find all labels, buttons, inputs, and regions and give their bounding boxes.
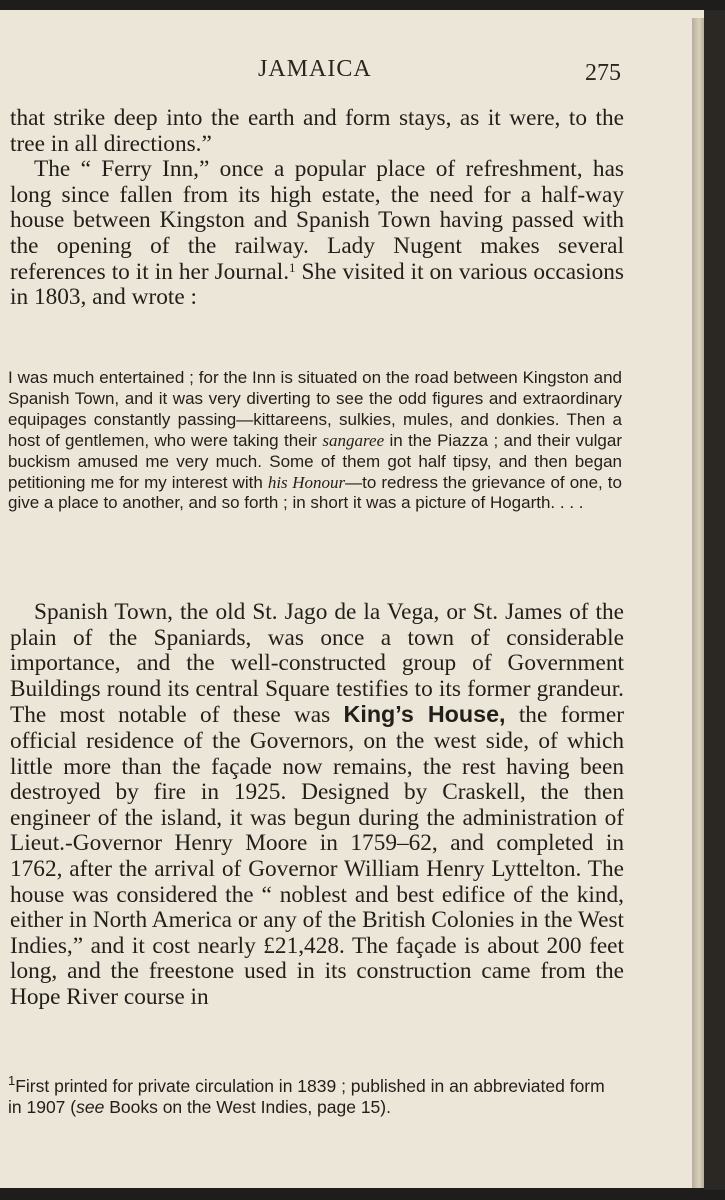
quote-text-2: in the Piazza ; and their vulgar buckism amused me very much. Some of them got half tipsy, and then began petitioning me for my interest with — [8, 430, 622, 492]
page-edge-shadow — [692, 18, 704, 1188]
paragraph-ferry-inn — [10, 157, 624, 311]
footnote-ref: 1 — [289, 259, 296, 275]
quote-text-3: —to redress the grievance of one, to give a place to another, and so forth ; in short it was a picture of Hogarth. . . . — [8, 472, 622, 513]
book-page — [0, 10, 704, 1188]
intro-paragraphs — [10, 106, 624, 311]
paragraph-continued: that strike deep into the earth and form stays, as it were, to the tree in all directions.” — [10, 105, 624, 157]
quote-italic-his-honour: his Honour — [267, 472, 346, 492]
footnote-text-2: Books on the West Indies, page 15). — [104, 1096, 391, 1117]
footnote-text-1: First printed for private circulation in 1839 ; published in an abbreviated form in 1907 ( — [8, 1076, 605, 1117]
running-title: JAMAICA — [258, 56, 372, 82]
footnote — [8, 1073, 622, 1117]
footnote-italic-see: see — [76, 1096, 105, 1117]
spanish-town-text-1: Spanish Town, the old St. Jago de la Vega, or St. James of the plain of the Spaniards, was once a town of considerable importance, and the well-constructed group of Government Buildings round its central Square testifies to its former grandeur. The most notable of these was — [10, 599, 624, 729]
page-header — [0, 56, 704, 92]
ferry-inn-text: The “ Ferry Inn,” once a popular place of refreshment, has long since fallen from its high estate, the need for a half-way house between Kingston and Spanish Town having passed with the opening of the railway. Lady Nugent makes several references to it in her Journal. — [10, 156, 624, 285]
block-quote — [8, 368, 622, 514]
book-spine-edge — [704, 10, 725, 1190]
quote-text-1: I was much entertained ; for the Inn is situated on the road between Kingston and Spanish Town, and it was very diverting to see the odd figures and extraordinary equipages constantly passing—kittareens, sulkies, mules, and donkies. Then a host of gentlemen, who were taking their — [8, 368, 622, 450]
kings-house-bold: King’s House, — [343, 701, 506, 728]
footnote-marker: 1 — [8, 1073, 16, 1088]
page-number: 275 — [585, 60, 621, 86]
spanish-town-text-2: the former official residence of the Governors, on the west side, of which little more than the façade now remains, the rest having been destroyed by fire in 1925. Designed by Craskell, the then engineer of the island, it was begun during the administration of Lieut.-Governor Henry Moore in 1759–62, and completed in 1762, after the arrival of Governor William Henry Lyttelton. The house was considered the “ noblest and best edifice of the kind, either in North America or any of the British Colonies in the West Indies,” and it cost nearly £21,428. The façade is about 200 feet long, and the freestone used in its construction came from the Hope River course in — [10, 702, 624, 1010]
spanish-town-paragraph — [10, 600, 624, 1011]
ferry-inn-text-end: She visited it on various occasions in 1803, and wrote : — [10, 258, 624, 311]
quote-italic-sangaree: sangaree — [322, 430, 385, 450]
